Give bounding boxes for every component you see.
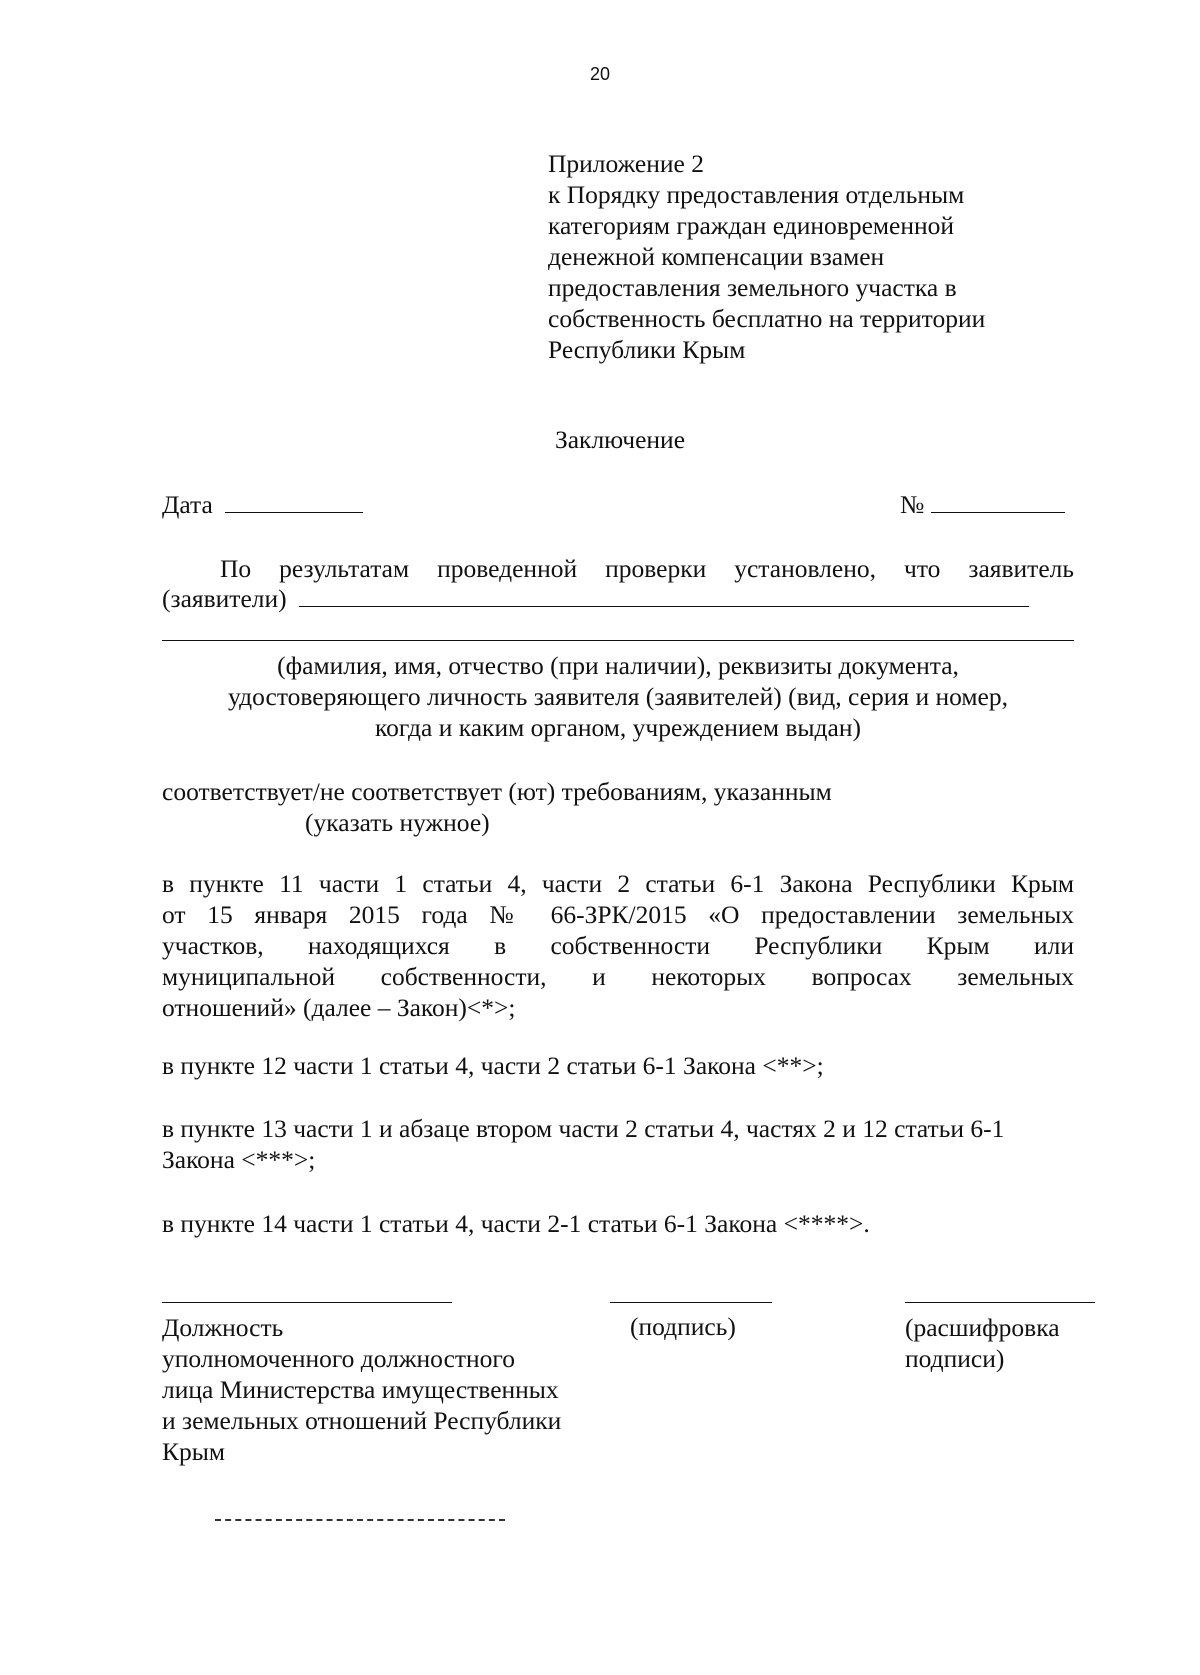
annex-line: денежной компенсации взамен [548, 242, 885, 271]
annex-line: собственность бесплатно на территории [548, 304, 986, 333]
paragraph-line: По результатам проведенной проверки установлено, что заявитель [220, 554, 1074, 583]
compliance-line: соответствует/не соответствует (ют) требованиям, указанным [162, 777, 832, 806]
position-signature-line [162, 1302, 452, 1303]
paragraph-line: в пункте 13 части 1 и абзаце втором части 2 статьи 4, частях 2 и 12 статьи 6-1 [162, 1114, 1005, 1143]
paragraph-line: отношений» (далее – Закон)<*>; [162, 993, 516, 1022]
decoding-line: (расшифровка [905, 1313, 1060, 1342]
annex-line: к Порядку предоставления отдельным [548, 180, 965, 209]
number-blank-line [931, 490, 1065, 513]
caption-line: удостоверяющего личность заявителя (заявителей) (вид, серия и номер, [228, 682, 1008, 711]
document-title: Заключение [554, 425, 686, 454]
item12-paragraph: в пункте 12 части 1 статьи 4, части 2 статьи 6-1 Закона <**>; [162, 1051, 824, 1080]
annex-line: Приложение 2 [548, 149, 704, 178]
item13-paragraph [162, 1113, 1004, 1175]
item14-paragraph: в пункте 14 части 1 статьи 4, части 2-1 статьи 6-1 Закона <****>. [162, 1209, 870, 1238]
page-number: 20 [590, 64, 611, 84]
position-line: Крым [162, 1437, 226, 1466]
position-line: уполномоченного должностного [162, 1344, 516, 1373]
paragraph-line: участков, находящихся в собственности Республики Крым или [162, 931, 1074, 960]
number-row [900, 490, 1065, 520]
applicant-caption [162, 650, 1074, 743]
paragraph-line: муниципальной собственности, и некоторых вопросах земельных [162, 962, 1074, 991]
compliance-statement [162, 776, 832, 838]
annex-line: Республики Крым [548, 335, 746, 364]
applicant-blank-line-full [162, 640, 1074, 641]
decoding-caption [905, 1312, 1060, 1374]
applicant-row [162, 584, 1029, 614]
applicants-label: (заявители) [162, 584, 287, 613]
signature-caption: (подпись) [630, 1312, 736, 1341]
compliance-note: (указать нужное) [305, 808, 490, 837]
number-label: № [900, 490, 925, 519]
annex-header [548, 148, 1068, 365]
date-blank-line [225, 490, 363, 513]
applicant-paragraph [162, 553, 1074, 584]
paragraph-line: Закона <***>; [162, 1145, 316, 1174]
annex-line: предоставления земельного участка в [548, 273, 957, 302]
item11-paragraph [162, 868, 1074, 1023]
date-row [162, 490, 363, 520]
decoding-signature-line [905, 1302, 1095, 1303]
annex-line: категориям граждан единовременной [548, 211, 955, 240]
paragraph-line: в пункте 11 части 1 статьи 4, части 2 статьи 6-1 Закона Республики Крым [162, 869, 1074, 898]
position-line: лица Министерства имущественных [162, 1375, 559, 1404]
signature-line [610, 1302, 772, 1303]
paragraph-line: от 15 января 2015 года № 66-ЗРК/2015 «О предоставлении земельных [162, 900, 1074, 929]
position-line: и земельных отношений Республики [162, 1406, 562, 1435]
date-label: Дата [162, 490, 213, 519]
caption-line: когда и каким органом, учреждением выдан) [375, 713, 861, 742]
position-line: Должность [162, 1313, 284, 1342]
applicant-blank-line [299, 584, 1029, 607]
footer-dashed-separator [215, 1519, 505, 1521]
decoding-line: подписи) [905, 1344, 1005, 1373]
caption-line: (фамилия, имя, отчество (при наличии), реквизиты документа, [277, 651, 959, 680]
position-caption [162, 1312, 561, 1467]
